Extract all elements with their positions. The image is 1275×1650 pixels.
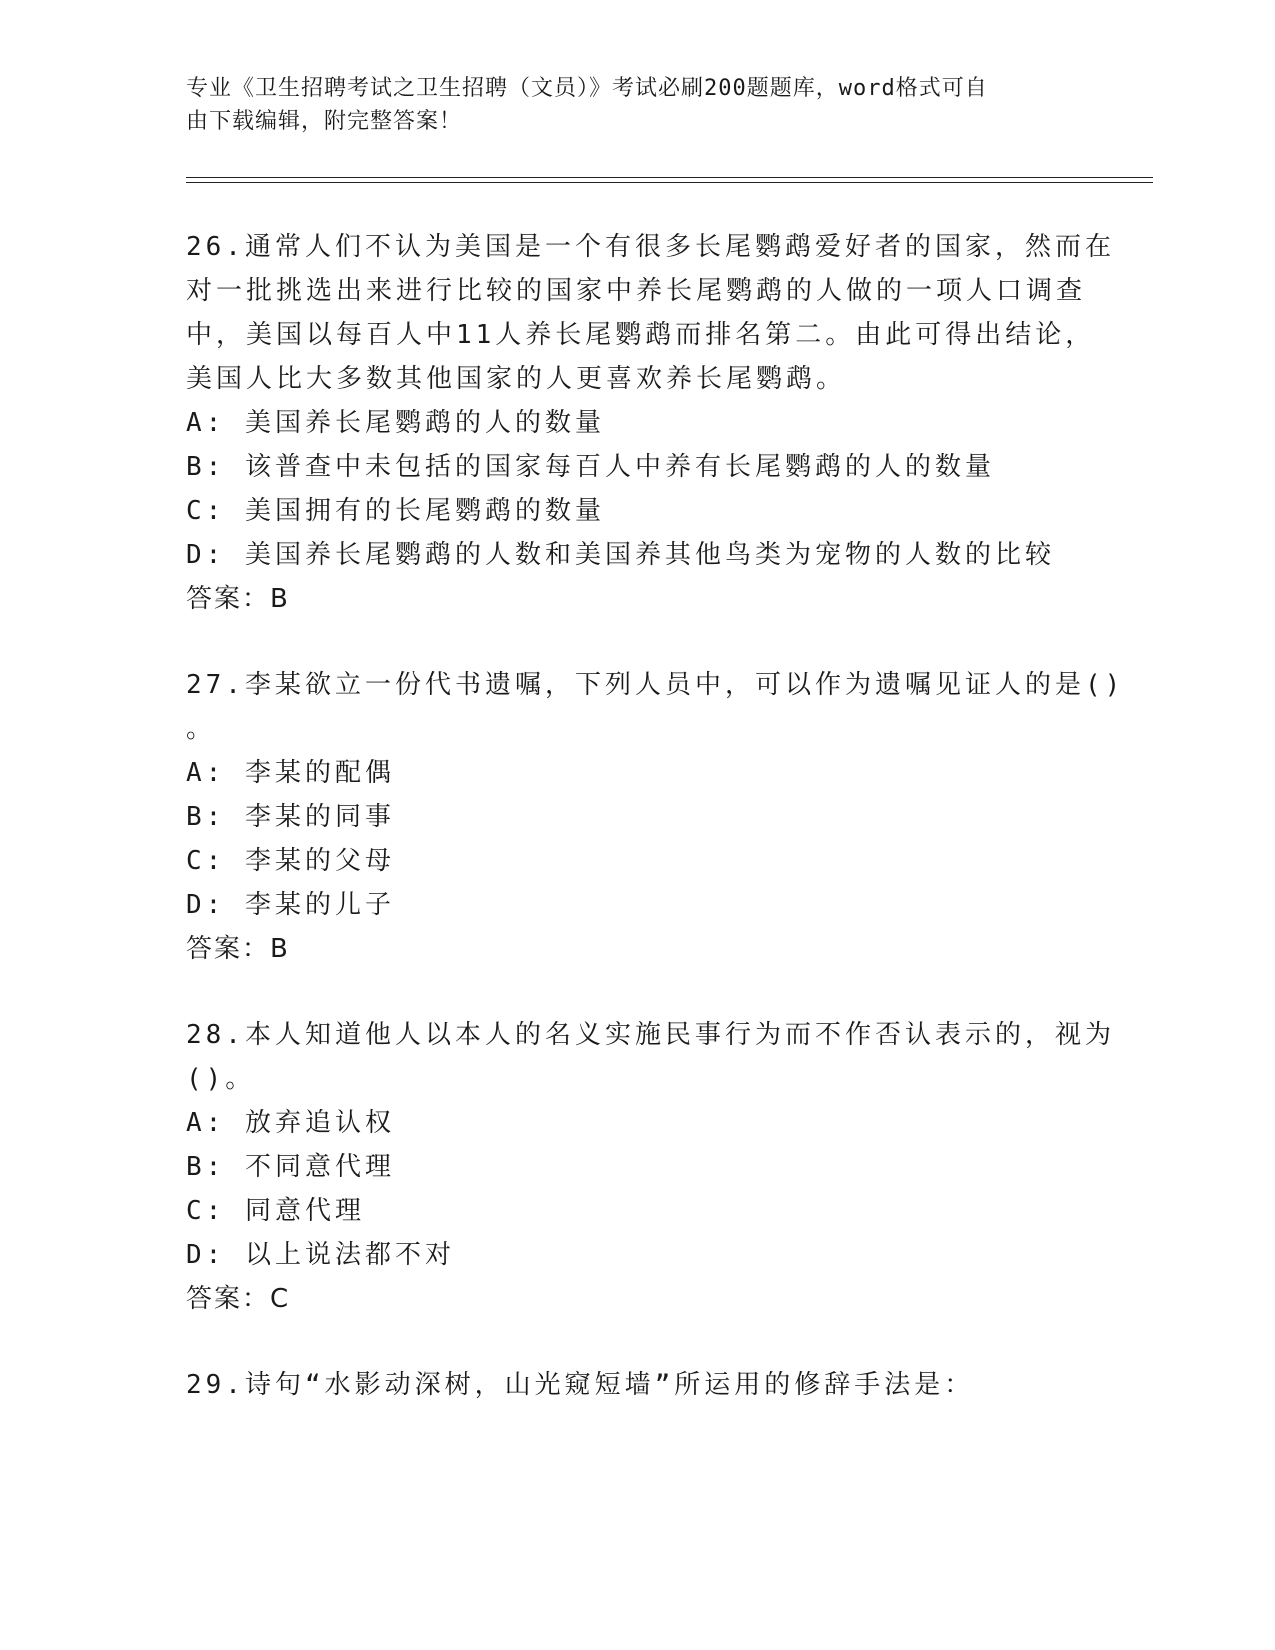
question-27-option-a: A: 李某的配偶 [186, 758, 395, 788]
document-header [186, 72, 1066, 138]
question-28-answer: 答案：C [186, 1284, 291, 1314]
question-27-stem-line-1: 27.李某欲立一份代书遗嘱，下列人员中，可以作为遗嘱见证人的是() [186, 670, 1125, 700]
question-29-stem-line-1: 29.诗句“水影动深树，山光窥短墙”所运用的修辞手法是： [186, 1370, 975, 1400]
question-26-option-b: B: 该普查中未包括的国家每百人中养有长尾鹦鹉的人的数量 [186, 452, 995, 482]
question-27-stem-line-2: 。 [186, 714, 217, 744]
question-27-answer: 答案：B [186, 934, 290, 964]
question-26-stem-line-3: 中，美国以每百人中11人养长尾鹦鹉而排名第二。由此可得出结论， [186, 320, 1096, 350]
header-line-1: 专业《卫生招聘考试之卫生招聘（文员）》考试必刷200题题库，word格式可自 [186, 76, 988, 101]
header-line-2: 由下载编辑，附完整答案！ [186, 109, 463, 134]
question-26-option-a: A: 美国养长尾鹦鹉的人的数量 [186, 408, 605, 438]
question-28-option-b: B: 不同意代理 [186, 1152, 395, 1182]
question-28-stem-line-2: ()。 [186, 1064, 256, 1094]
question-28-option-c: C: 同意代理 [186, 1196, 365, 1226]
question-28-option-d: D: 以上说法都不对 [186, 1240, 455, 1270]
question-27-option-d: D: 李某的儿子 [186, 890, 395, 920]
header-divider-bottom [186, 182, 1153, 183]
question-26-answer: 答案：B [186, 584, 290, 614]
question-26-stem-line-4: 美国人比大多数其他国家的人更喜欢养长尾鹦鹉。 [186, 364, 847, 394]
header-divider-top [186, 177, 1153, 178]
question-26-stem-line-1: 26.通常人们不认为美国是一个有很多长尾鹦鹉爱好者的国家，然而在 [186, 232, 1115, 262]
question-27-option-c: C: 李某的父母 [186, 846, 395, 876]
question-28-stem-line-1: 28.本人知道他人以本人的名义实施民事行为而不作否认表示的，视为 [186, 1020, 1115, 1050]
question-28-option-a: A: 放弃追认权 [186, 1108, 395, 1138]
question-26-option-d: D: 美国养长尾鹦鹉的人数和美国养其他鸟类为宠物的人数的比较 [186, 540, 1055, 570]
question-26-option-c: C: 美国拥有的长尾鹦鹉的数量 [186, 496, 605, 526]
question-26-stem-line-2: 对一批挑选出来进行比较的国家中养长尾鹦鹉的人做的一项人口调查 [186, 276, 1087, 306]
question-27-option-b: B: 李某的同事 [186, 802, 395, 832]
